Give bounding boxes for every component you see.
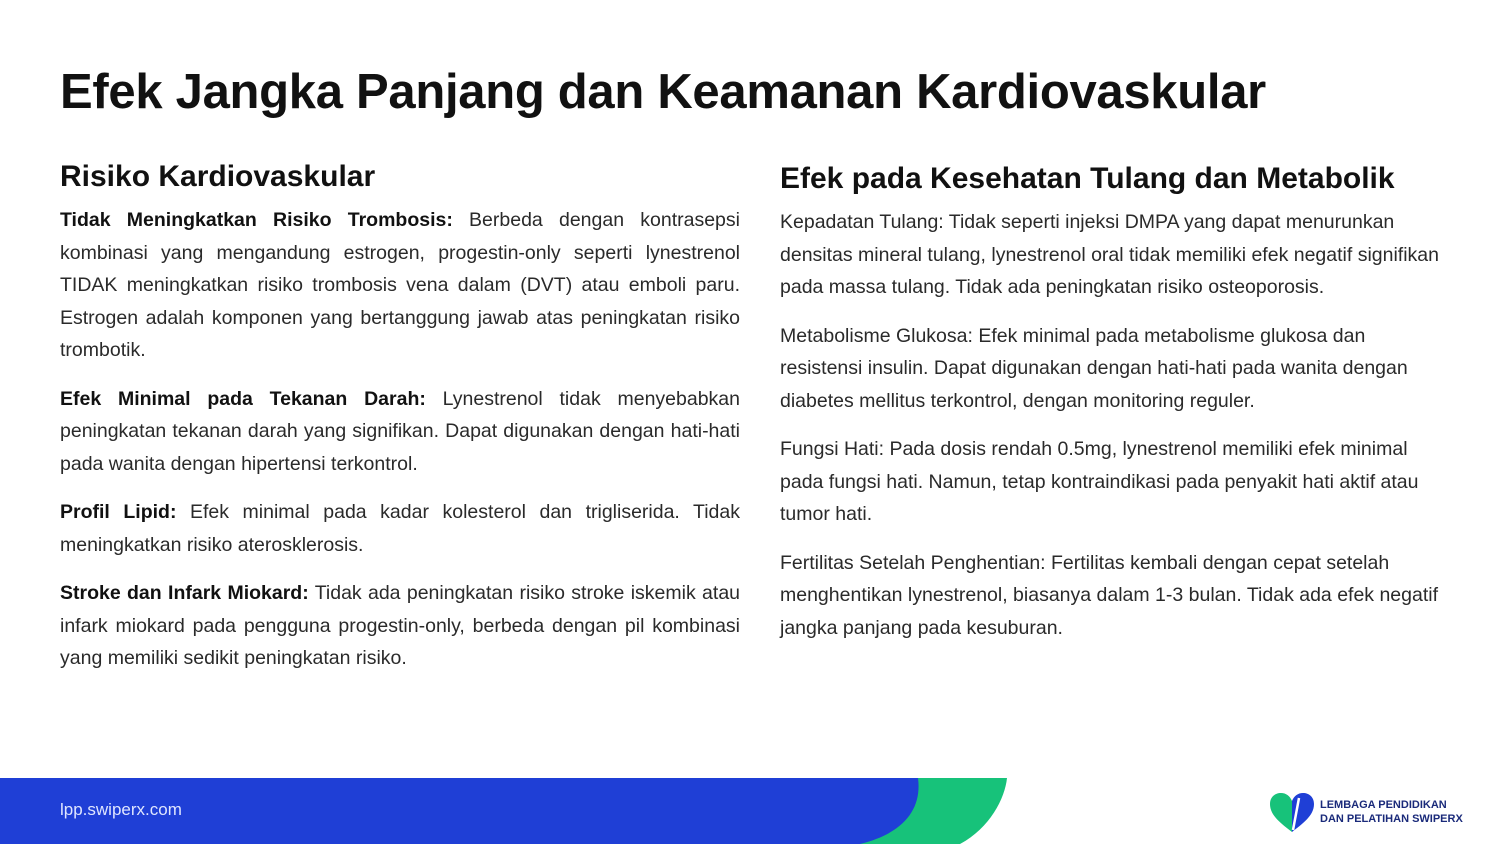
- footer-website-link[interactable]: lpp.swiperx.com: [60, 800, 182, 819]
- footer-band: [0, 778, 1500, 844]
- cardio-risk-heading: Risiko Kardiovaskular: [60, 160, 376, 193]
- thrombosis-paragraph: [60, 204, 740, 367]
- bone-density-paragraph: Kepadatan Tulang: Tidak seperti injeksi DMPA yang dapat menurunkan densitas mineral tulang, lynestrenol oral tidak memiliki efek negatif signifikan pada massa tulang. Tidak ada peningkatan risiko osteoporosis.: [780, 211, 1439, 298]
- blood-pressure-label: Efek Minimal pada Tekanan Darah:: [60, 387, 426, 410]
- lipid-profile-text: Efek minimal pada kadar kolesterol dan trigliserida. Tidak meningkatkan risiko aterosklerosis.: [60, 501, 740, 556]
- glucose-metabolism-paragraph: Metabolisme Glukosa: Efek minimal pada metabolisme glukosa dan resistensi insulin. Dapat digunakan dengan hati-hati pada wanita dengan diabetes mellitus terkontrol, dengan monitoring reguler.: [780, 324, 1408, 412]
- stroke-text: Tidak ada peningkatan risiko stroke iskemik atau infark miokard pada pengguna progestin-only, berbeda dengan pil kombinasi yang memiliki sedikit peningkatan risiko.: [60, 582, 741, 669]
- swiperx-logo: [1268, 792, 1468, 836]
- stroke-paragraph: [60, 577, 740, 675]
- logo-text: [1320, 798, 1463, 826]
- fertility-paragraph: Fertilitas Setelah Penghentian: Fertilitas kembali dengan cepat setelah menghentikan lynestrenol, biasanya dalam 1-3 bulan. Tidak ada efek negatif jangka panjang pada kesuburan.: [780, 551, 1439, 639]
- stroke-label: Stroke dan Infark Miokard:: [60, 582, 309, 604]
- cardio-risk-column: [60, 160, 740, 691]
- heart-logo-icon: [1268, 792, 1316, 836]
- logo-line-2: DAN PELATIHAN SWIPERX: [1320, 813, 1463, 825]
- logo-line-1: LEMBAGA PENDIDIKAN: [1320, 799, 1447, 811]
- thrombosis-text: Berbeda dengan kontrasepsi kombinasi yang mengandung estrogen, progestin-only seperti lynestrenol TIDAK meningkatkan risiko trombosis vena dalam (DVT) atau emboli paru. Estrogen adalah komponen yang bertanggung jawab atas peningkatan risiko trombotik.: [60, 209, 740, 361]
- slide-title: Efek Jangka Panjang dan Keamanan Kardiovaskular: [60, 65, 1266, 119]
- blood-pressure-text: Lynestrenol tidak menyebabkan peningkatan tekanan darah yang signifikan. Dapat digunakan dengan hati-hati pada wanita dengan hipertensi terkontrol.: [60, 387, 740, 475]
- bone-metabolic-heading: Efek pada Kesehatan Tulang dan Metabolik: [780, 162, 1395, 195]
- bone-metabolic-column: [780, 162, 1450, 660]
- thrombosis-label: Tidak Meningkatkan Risiko Trombosis:: [60, 209, 453, 231]
- blood-pressure-paragraph: [60, 383, 740, 481]
- lipid-profile-label: Profil Lipid:: [60, 501, 177, 523]
- lipid-profile-paragraph: [60, 496, 740, 561]
- liver-function-paragraph: Fungsi Hati: Pada dosis rendah 0.5mg, lynestrenol memiliki efek minimal pada fungsi hati. Namun, tetap kontraindikasi pada penyakit hati aktif atau tumor hati.: [780, 438, 1419, 525]
